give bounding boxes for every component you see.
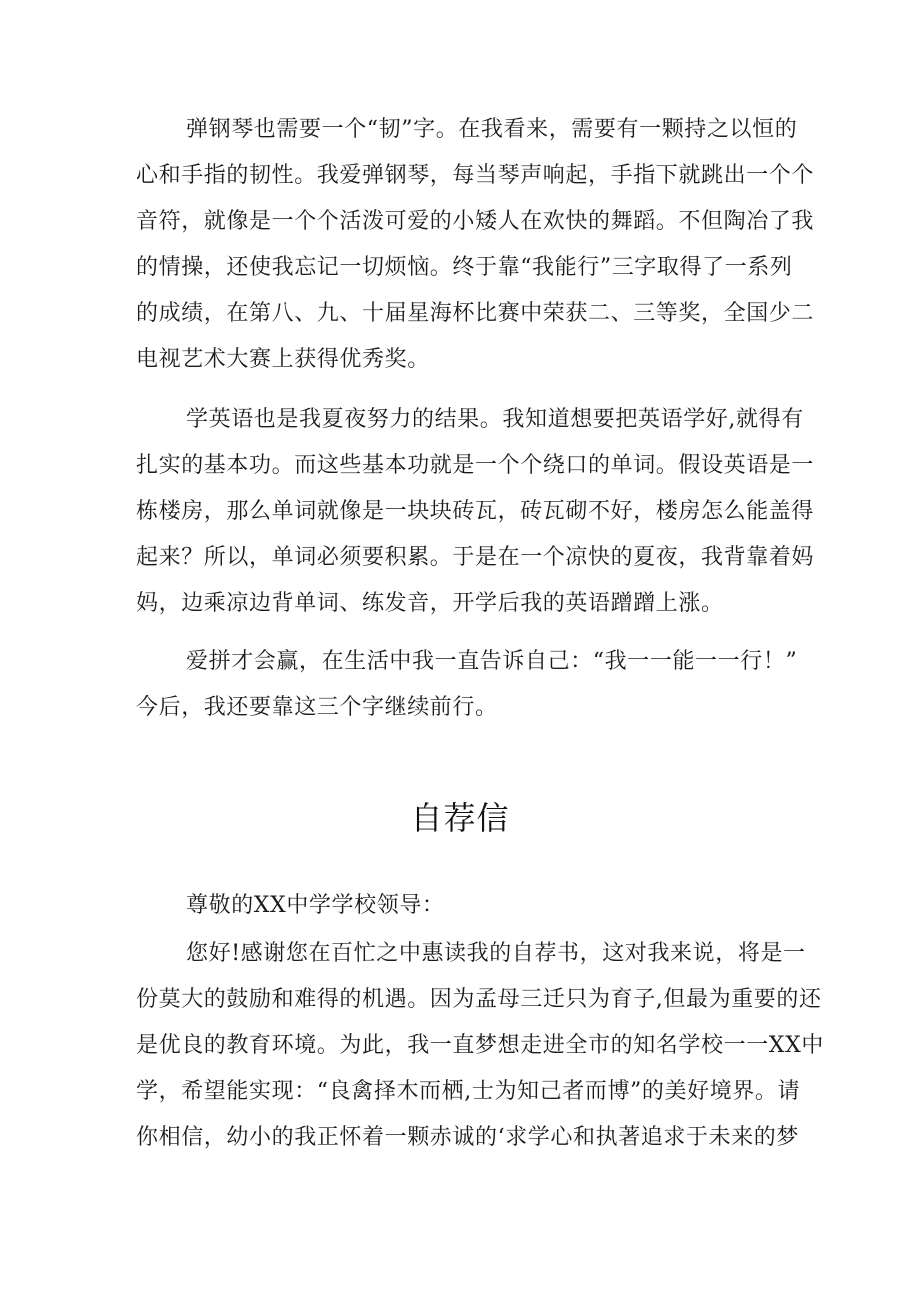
paragraph-line: 起来？所以，单词必须要积累。于是在一个凉快的夏夜，我背靠着妈	[136, 545, 815, 570]
paragraph-line: 学，希望能实现：“良禽择木而栖,士为知己者而博”的美好境界。请	[136, 1079, 801, 1104]
letter-title: 自荐信	[410, 799, 510, 837]
paragraph-line: 你相信，幼小的我正怀着一颗赤诚的‘求学心和执著追求于未来的梦	[136, 1125, 799, 1150]
paragraph-line: 扎实的基本功。而这些基本功就是一个个绕口的单词。假设英语是一	[136, 453, 815, 478]
paragraph-line: 的情操，还使我忘记一切烦恼。终于靠“我能行”三字取得了一系列	[136, 255, 793, 280]
paragraph-line: 栋楼房，那么单词就像是一块块砖瓦，砖瓦砌不好，楼房怎么能盖得	[136, 499, 815, 524]
paragraph-line: 弹钢琴也需要一个“韧”字。在我看来，需要有一颗持之以恒的	[186, 117, 798, 142]
paragraph-line: 爱拼才会赢，在生活中我一直告诉自己：“我一一能一一行！”	[186, 649, 798, 674]
paragraph-line: 的成绩，在第八、九、十届星海杯比赛中荣获二、三等奖，全国少二	[136, 301, 815, 326]
paragraph-line: 电视艺术大赛上获得优秀奖。	[136, 347, 430, 372]
paragraph-line: 是优良的教育环境。为此，我一直梦想走进全市的知名学校一一XX中	[136, 1033, 824, 1058]
paragraph-line: 音符，就像是一个个活泼可爱的小矮人在欢快的舞蹈。不但陶冶了我	[136, 209, 815, 234]
paragraph-line: 份莫大的鼓励和难得的机遇。因为孟母三迁只为育子,但最为重要的还	[136, 987, 822, 1012]
paragraph-line: 心和手指的韧性。我爱弹钢琴，每当琴声响起，手指下就跳出一个个	[136, 163, 815, 188]
paragraph-line: 您好!感谢您在百忙之中惠读我的自荐书，这对我来说，将是一	[186, 941, 806, 966]
paragraph-line: 妈，边乘凉边背单词、练发音，开学后我的英语蹭蹭上涨。	[136, 591, 724, 616]
paragraph-line: 今后，我还要靠这三个字继续前行。	[136, 695, 498, 720]
paragraph-line: 学英语也是我夏夜努力的结果。我知道想要把英语学好,就得有	[186, 407, 804, 432]
letter-salutation: 尊敬的XX中学学校领导：	[186, 893, 445, 918]
